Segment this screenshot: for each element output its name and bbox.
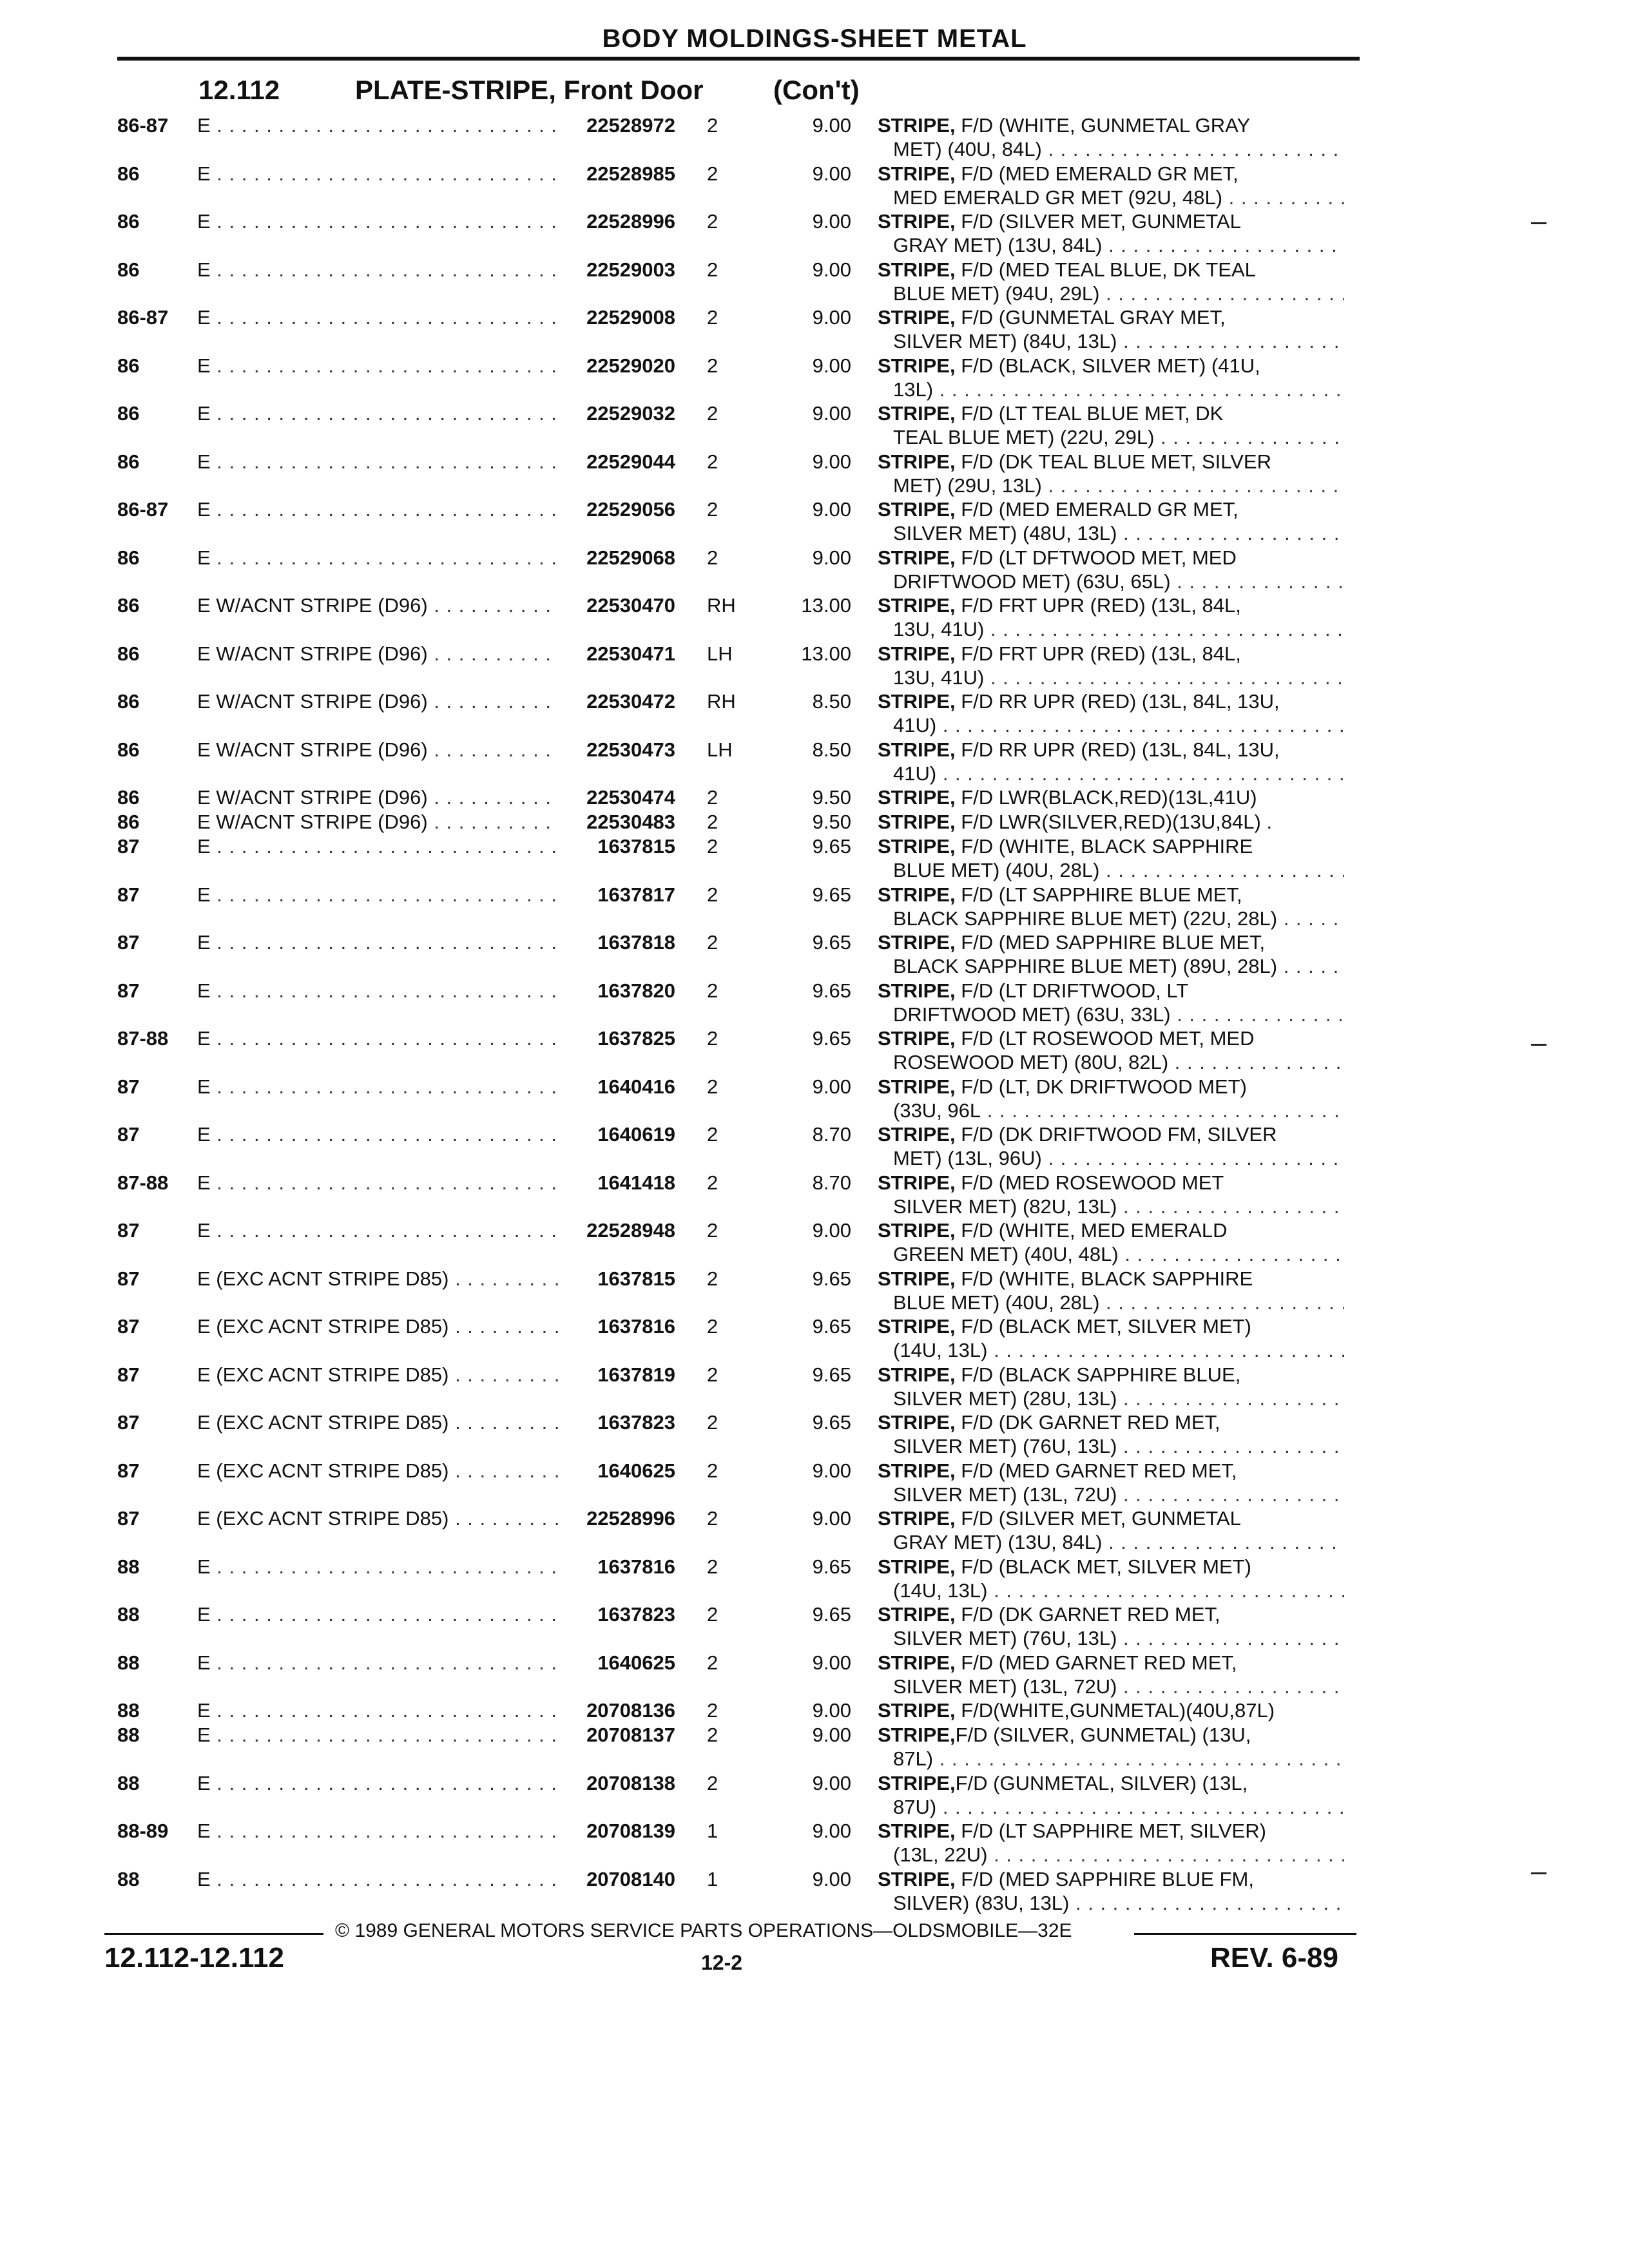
- note-line-2: BLACK SAPPHIRE BLUE MET) (22U, 28L) . . .: [893, 907, 1344, 930]
- note-line-1: STRIPE, F/D (BLACK MET, SILVER MET): [878, 1315, 1251, 1338]
- note-line-2: SILVER MET) (48U, 13L) . . .: [893, 521, 1344, 545]
- note-line-1: STRIPE, F/D (LT SAPPHIRE MET, SILVER): [878, 1820, 1266, 1842]
- note-line-1: STRIPE, F/D (MED SAPPHIRE BLUE FM,: [878, 1867, 1254, 1890]
- note-line-1: STRIPE,F/D (SILVER, GUNMETAL) (13U,: [878, 1724, 1251, 1746]
- footer-section-range: 12.112-12.112: [104, 1942, 284, 1974]
- model-year: 87: [117, 1123, 140, 1146]
- quantity: 2: [707, 402, 718, 425]
- description: E . . .: [197, 258, 558, 282]
- part-number: 1637823: [591, 1410, 675, 1434]
- note-line-2: SILVER MET) (82U, 13L) . . .: [893, 1195, 1344, 1218]
- part-number: 22529020: [580, 354, 675, 378]
- price: 9.65: [812, 1603, 851, 1626]
- model-year: 87: [117, 1075, 140, 1098]
- part-number: 22528948: [580, 1218, 675, 1242]
- description: E W/ACNT STRIPE (D96) . . .: [197, 810, 558, 834]
- description: E . . .: [197, 1602, 558, 1626]
- price: 9.00: [812, 258, 851, 281]
- note-line-1: STRIPE, F/D (WHITE, BLACK SAPPHIRE: [878, 835, 1253, 858]
- price: 8.70: [812, 1123, 851, 1146]
- footer-page-number: 12-2: [701, 1951, 743, 1974]
- description: E . . .: [197, 401, 558, 425]
- note-line-2: BLUE MET) (94U, 29L) . . .: [893, 282, 1344, 305]
- note-line-1: STRIPE, F/D (LT TEAL BLUE MET, DK: [878, 402, 1224, 425]
- quantity: 2: [707, 114, 718, 137]
- note-line-2: 41U) . . .: [893, 713, 1344, 737]
- quantity: 2: [707, 1027, 718, 1050]
- description: E . . .: [197, 305, 558, 329]
- description: E . . .: [197, 1867, 558, 1891]
- price: 13.00: [801, 642, 851, 665]
- model-year: 86: [117, 642, 140, 665]
- quantity: 2: [707, 811, 718, 833]
- part-number: 22530473: [580, 738, 675, 762]
- description: E . . .: [197, 113, 558, 137]
- quantity: 2: [707, 1699, 718, 1722]
- note-line-2: MED EMERALD GR MET (92U, 48L) . . .: [893, 186, 1344, 209]
- quantity: 2: [707, 258, 718, 281]
- quantity: 2: [707, 450, 718, 473]
- part-number: 22529008: [580, 305, 675, 329]
- part-number: 22529068: [580, 546, 675, 570]
- note-line-1: STRIPE,F/D (GUNMETAL, SILVER) (13L,: [878, 1771, 1248, 1794]
- description: E W/ACNT STRIPE (D96) . . .: [197, 738, 558, 762]
- model-year: 88: [117, 1771, 140, 1794]
- quantity: 2: [707, 354, 718, 377]
- part-number: 22529032: [580, 401, 675, 425]
- quantity: 2: [707, 1123, 718, 1146]
- section-title: PLATE-STRIPE, Front Door: [355, 75, 704, 105]
- part-number: 22530483: [580, 810, 675, 834]
- section-continued: (Con't): [773, 75, 860, 105]
- margin-mark: [1531, 1044, 1547, 1046]
- description: E . . .: [197, 1555, 558, 1579]
- model-year: 88: [117, 1699, 140, 1722]
- quantity: 1: [707, 1867, 718, 1890]
- model-year: 87: [117, 1363, 140, 1386]
- note-line-2: MET) (29U, 13L) . . .: [893, 474, 1344, 497]
- part-number: 20708136: [580, 1698, 675, 1722]
- model-year: 86: [117, 786, 140, 809]
- note-line-1: STRIPE, F/D (LT, DK DRIFTWOOD MET): [878, 1075, 1247, 1098]
- description: E . . .: [197, 930, 558, 954]
- part-number: 1640416: [591, 1075, 675, 1099]
- note-line-2: (14U, 13L) . . .: [893, 1579, 1344, 1602]
- part-number: 1640625: [591, 1459, 675, 1483]
- description: E . . .: [197, 1026, 558, 1050]
- footer-revision: REV. 6-89: [1210, 1942, 1338, 1974]
- description: E . . .: [197, 1819, 558, 1843]
- note-line-1: STRIPE, F/D (LT DFTWOOD MET, MED: [878, 546, 1237, 569]
- price: 9.00: [812, 162, 851, 185]
- note-line-1: STRIPE, F/D (BLACK MET, SILVER MET): [878, 1555, 1251, 1578]
- description: E W/ACNT STRIPE (D96) . . .: [197, 689, 558, 713]
- model-year: 88-89: [117, 1820, 169, 1842]
- note-line-2: SILVER MET) (13L, 72U) . . .: [893, 1675, 1344, 1698]
- description: E . . .: [197, 883, 558, 907]
- model-year: 87: [117, 1219, 140, 1242]
- quantity: 2: [707, 546, 718, 569]
- model-year: 86: [117, 594, 140, 617]
- page-title: BODY MOLDINGS-SHEET METAL: [602, 24, 1027, 53]
- note-line-2: (33U, 96L . . .: [893, 1099, 1344, 1122]
- note-line-2: SILVER MET) (76U, 13L) . . .: [893, 1434, 1344, 1458]
- model-year: 88: [117, 1867, 140, 1890]
- description: E W/ACNT STRIPE (D96) . . .: [197, 785, 558, 809]
- note-line-1: STRIPE, F/D (DK DRIFTWOOD FM, SILVER: [878, 1123, 1277, 1146]
- price: 9.65: [812, 979, 851, 1002]
- note-line-2: SILVER MET) (84U, 13L) . . .: [893, 329, 1344, 353]
- quantity: 2: [707, 210, 718, 233]
- price: 9.65: [812, 1267, 851, 1290]
- quantity: LH: [707, 738, 733, 761]
- margin-mark: [1531, 222, 1547, 224]
- note-line-1: STRIPE, F/D (BLACK, SILVER MET) (41U,: [878, 354, 1260, 377]
- price: 8.50: [812, 738, 851, 761]
- part-number: 1637816: [591, 1555, 675, 1579]
- model-year: 86: [117, 450, 140, 473]
- quantity: 2: [707, 1459, 718, 1482]
- note-line-1: STRIPE, F/D (LT DRIFTWOOD, LT: [878, 979, 1189, 1002]
- note-line-1: STRIPE, F/D (DK GARNET RED MET,: [878, 1411, 1220, 1434]
- description: E . . .: [197, 1651, 558, 1675]
- price: 9.00: [812, 1219, 851, 1242]
- note-line-1: STRIPE, F/D (WHITE, MED EMERALD: [878, 1219, 1228, 1242]
- part-number: 22529003: [580, 258, 675, 282]
- part-number: 22529056: [580, 497, 675, 521]
- model-year: 88: [117, 1555, 140, 1578]
- price: 9.65: [812, 1027, 851, 1050]
- note-line-1: STRIPE, F/D (SILVER MET, GUNMETAL: [878, 210, 1241, 233]
- model-year: 88: [117, 1603, 140, 1626]
- price: 9.00: [812, 1699, 851, 1722]
- note-line-1: STRIPE, F/D (WHITE, GUNMETAL GRAY: [878, 114, 1251, 137]
- price: 8.50: [812, 690, 851, 713]
- model-year: 86-87: [117, 498, 169, 521]
- quantity: 2: [707, 883, 718, 906]
- part-number: 1637825: [591, 1026, 675, 1050]
- part-number: 1637817: [591, 883, 675, 907]
- description: E . . .: [197, 546, 558, 570]
- model-year: 87: [117, 835, 140, 858]
- note-line-2: GRAY MET) (13U, 84L) . . .: [893, 1530, 1344, 1554]
- part-number: 20708138: [580, 1771, 675, 1795]
- quantity: RH: [707, 690, 736, 713]
- part-number: 22528996: [580, 1506, 675, 1530]
- note-line-1: STRIPE, F/D (MED TEAL BLUE, DK TEAL: [878, 258, 1256, 281]
- note-line-2: 13U, 41U) . . .: [893, 617, 1344, 641]
- price: 9.00: [812, 354, 851, 377]
- description: E . . .: [197, 1218, 558, 1242]
- model-year: 86: [117, 738, 140, 761]
- price: 9.00: [812, 498, 851, 521]
- price: 9.65: [812, 883, 851, 906]
- quantity: 2: [707, 1219, 718, 1242]
- model-year: 87: [117, 979, 140, 1002]
- part-number: 20708137: [580, 1723, 675, 1747]
- price: 13.00: [801, 594, 851, 617]
- note-line-2: MET) (40U, 84L) . . .: [893, 137, 1344, 161]
- part-number: 22530471: [580, 642, 675, 666]
- price: 9.00: [812, 306, 851, 329]
- price: 9.65: [812, 1363, 851, 1386]
- quantity: 2: [707, 1075, 718, 1098]
- section-heading: [0, 75, 1629, 111]
- note-line-2: BLUE MET) (40U, 28L) . . .: [893, 858, 1344, 882]
- price: 9.00: [812, 210, 851, 233]
- description: E . . .: [197, 450, 558, 474]
- quantity: 2: [707, 162, 718, 185]
- note-line-1: STRIPE, F/D (DK TEAL BLUE MET, SILVER: [878, 450, 1271, 473]
- description: E W/ACNT STRIPE (D96) . . .: [197, 642, 558, 666]
- part-number: 1640625: [591, 1651, 675, 1675]
- note-line-1: STRIPE, F/D LWR(SILVER,RED)(13U,84L) .: [878, 811, 1273, 833]
- quantity: 2: [707, 835, 718, 858]
- note-line-2: 87U) . . .: [893, 1795, 1344, 1819]
- model-year: 87: [117, 1411, 140, 1434]
- part-number: 1641418: [591, 1171, 675, 1195]
- model-year: 86-87: [117, 306, 169, 329]
- price: 9.00: [812, 546, 851, 569]
- note-line-2: SILVER MET) (28U, 13L) . . .: [893, 1387, 1344, 1410]
- model-year: 87-88: [117, 1027, 169, 1050]
- footer-copyright: © 1989 GENERAL MOTORS SERVICE PARTS OPERATIONS—OLDSMOBILE—32E: [335, 1920, 1072, 1941]
- description: E . . .: [197, 1122, 558, 1146]
- note-line-1: STRIPE, F/D (MED GARNET RED MET,: [878, 1651, 1237, 1674]
- price: 9.00: [812, 1771, 851, 1794]
- price: 9.00: [812, 402, 851, 425]
- price: 9.00: [812, 1820, 851, 1842]
- part-number: 20708139: [580, 1819, 675, 1843]
- model-year: 86: [117, 210, 140, 233]
- quantity: 2: [707, 1315, 718, 1338]
- quantity: 2: [707, 1267, 718, 1290]
- note-line-2: ROSEWOOD MET) (80U, 82L) . . .: [893, 1050, 1344, 1074]
- price: 9.00: [812, 1075, 851, 1098]
- note-line-1: STRIPE, F/D (DK GARNET RED MET,: [878, 1603, 1220, 1626]
- note-line-2: MET) (13L, 96U) . . .: [893, 1146, 1344, 1170]
- quantity: 2: [707, 786, 718, 809]
- note-line-1: STRIPE, F/D (MED GARNET RED MET,: [878, 1459, 1237, 1482]
- note-line-1: STRIPE, F/D LWR(BLACK,RED)(13L,41U): [878, 786, 1257, 809]
- quantity: 2: [707, 498, 718, 521]
- quantity: 2: [707, 1363, 718, 1386]
- description: E (EXC ACNT STRIPE D85) . . .: [197, 1363, 558, 1387]
- description: E (EXC ACNT STRIPE D85) . . .: [197, 1410, 558, 1434]
- margin-mark: [1531, 1872, 1547, 1874]
- part-number: 1637823: [591, 1602, 675, 1626]
- description: E . . .: [197, 354, 558, 378]
- price: 9.65: [812, 931, 851, 954]
- price: 9.00: [812, 1651, 851, 1674]
- quantity: 2: [707, 1771, 718, 1794]
- description: E . . .: [197, 1171, 558, 1195]
- quantity: 2: [707, 1411, 718, 1434]
- note-line-1: STRIPE, F/D(WHITE,GUNMETAL)(40U,87L): [878, 1699, 1275, 1722]
- note-line-1: STRIPE, F/D (LT SAPPHIRE BLUE MET,: [878, 883, 1242, 906]
- note-line-1: STRIPE, F/D (WHITE, BLACK SAPPHIRE: [878, 1267, 1253, 1290]
- description: E . . .: [197, 162, 558, 186]
- quantity: 2: [707, 1507, 718, 1530]
- model-year: 86: [117, 258, 140, 281]
- part-number: 1637815: [591, 1267, 675, 1291]
- note-line-2: BLUE MET) (40U, 28L) . . .: [893, 1291, 1344, 1314]
- model-year: 86: [117, 402, 140, 425]
- description: E W/ACNT STRIPE (D96) . . .: [197, 593, 558, 617]
- price: 9.50: [812, 811, 851, 833]
- section-number: 12.112: [198, 75, 280, 105]
- note-line-1: STRIPE, F/D (MED EMERALD GR MET,: [878, 498, 1239, 521]
- note-line-2: (13L, 22U) . . .: [893, 1843, 1344, 1867]
- quantity: 2: [707, 1724, 718, 1746]
- part-number: 1637818: [591, 930, 675, 954]
- quantity: 2: [707, 1171, 718, 1194]
- quantity: 2: [707, 1651, 718, 1674]
- price: 9.00: [812, 1507, 851, 1530]
- quantity: LH: [707, 642, 733, 665]
- description: E . . .: [197, 1723, 558, 1747]
- note-line-2: GRAY MET) (13U, 84L) . . .: [893, 233, 1344, 257]
- note-line-2: BLACK SAPPHIRE BLUE MET) (89U, 28L) . . .: [893, 954, 1344, 978]
- note-line-1: STRIPE, F/D (MED SAPPHIRE BLUE MET,: [878, 931, 1266, 954]
- description: E (EXC ACNT STRIPE D85) . . .: [197, 1506, 558, 1530]
- price: 9.65: [812, 1411, 851, 1434]
- model-year: 87: [117, 931, 140, 954]
- part-number: 1637816: [591, 1314, 675, 1338]
- note-line-2: SILVER MET) (76U, 13L) . . .: [893, 1626, 1344, 1650]
- description: E . . .: [197, 497, 558, 521]
- header-rule: [117, 57, 1360, 61]
- note-line-2: SILVER) (83U, 13L) . . .: [893, 1891, 1344, 1915]
- note-line-1: STRIPE, F/D FRT UPR (RED) (13L, 84L,: [878, 642, 1241, 665]
- part-number: 22528985: [580, 162, 675, 186]
- note-line-2: TEAL BLUE MET) (22U, 29L) . . .: [893, 425, 1344, 449]
- quantity: 2: [707, 931, 718, 954]
- part-number: 22529044: [580, 450, 675, 474]
- price: 9.00: [812, 1867, 851, 1890]
- part-number: 1640619: [591, 1122, 675, 1146]
- model-year: 86-87: [117, 114, 169, 137]
- note-line-1: STRIPE, F/D (MED ROSEWOOD MET: [878, 1171, 1224, 1194]
- part-number: 22530472: [580, 689, 675, 713]
- description: E . . .: [197, 209, 558, 233]
- quantity: 2: [707, 306, 718, 329]
- note-line-1: STRIPE, F/D (GUNMETAL GRAY MET,: [878, 306, 1226, 329]
- model-year: 86: [117, 354, 140, 377]
- model-year: 88: [117, 1651, 140, 1674]
- note-line-2: (14U, 13L) . . .: [893, 1338, 1344, 1362]
- note-line-2: DRIFTWOOD MET) (63U, 33L) . . .: [893, 1003, 1344, 1026]
- note-line-2: 13L) . . .: [893, 378, 1344, 401]
- price: 9.65: [812, 835, 851, 858]
- model-year: 86: [117, 546, 140, 569]
- model-year: 88: [117, 1724, 140, 1746]
- description: E . . .: [197, 834, 558, 858]
- footer-rule-right: [1134, 1933, 1356, 1935]
- note-line-2: GREEN MET) (40U, 48L) . . .: [893, 1242, 1344, 1266]
- price: 9.50: [812, 786, 851, 809]
- note-line-2: 87L) . . .: [893, 1747, 1344, 1771]
- quantity: RH: [707, 594, 736, 617]
- note-line-1: STRIPE, F/D RR UPR (RED) (13L, 84L, 13U,: [878, 738, 1280, 761]
- quantity: 2: [707, 979, 718, 1002]
- description: E (EXC ACNT STRIPE D85) . . .: [197, 1267, 558, 1291]
- quantity: 1: [707, 1820, 718, 1842]
- quantity: 2: [707, 1603, 718, 1626]
- note-line-2: DRIFTWOOD MET) (63U, 65L) . . .: [893, 570, 1344, 593]
- note-line-1: STRIPE, F/D RR UPR (RED) (13L, 84L, 13U,: [878, 690, 1280, 713]
- note-line-1: STRIPE, F/D (BLACK SAPPHIRE BLUE,: [878, 1363, 1241, 1386]
- price: 8.70: [812, 1171, 851, 1194]
- model-year: 87: [117, 1507, 140, 1530]
- part-number: 1637819: [591, 1363, 675, 1387]
- part-number: 1637820: [591, 979, 675, 1003]
- note-line-1: STRIPE, F/D (SILVER MET, GUNMETAL: [878, 1507, 1241, 1530]
- model-year: 87-88: [117, 1171, 169, 1194]
- model-year: 87: [117, 1315, 140, 1338]
- note-line-2: 13U, 41U) . . .: [893, 666, 1344, 689]
- model-year: 86: [117, 690, 140, 713]
- description: E (EXC ACNT STRIPE D85) . . .: [197, 1459, 558, 1483]
- model-year: 87: [117, 1267, 140, 1290]
- part-number: 1637815: [591, 834, 675, 858]
- model-year: 87: [117, 883, 140, 906]
- part-number: 22528972: [580, 113, 675, 137]
- description: E . . .: [197, 1075, 558, 1099]
- note-line-1: STRIPE, F/D FRT UPR (RED) (13L, 84L,: [878, 594, 1241, 617]
- description: E . . .: [197, 1698, 558, 1722]
- note-line-1: STRIPE, F/D (LT ROSEWOOD MET, MED: [878, 1027, 1255, 1050]
- price: 9.65: [812, 1315, 851, 1338]
- description: E . . .: [197, 1771, 558, 1795]
- model-year: 86: [117, 811, 140, 833]
- price: 9.65: [812, 1555, 851, 1578]
- part-number: 22530470: [580, 593, 675, 617]
- note-line-2: SILVER MET) (13L, 72U) . . .: [893, 1483, 1344, 1506]
- part-number: 22528996: [580, 209, 675, 233]
- note-line-1: STRIPE, F/D (MED EMERALD GR MET,: [878, 162, 1239, 185]
- part-number: 20708140: [580, 1867, 675, 1891]
- note-line-2: 41U) . . .: [893, 762, 1344, 785]
- price: 9.00: [812, 450, 851, 473]
- price: 9.00: [812, 1459, 851, 1482]
- description: E . . .: [197, 979, 558, 1003]
- quantity: 2: [707, 1555, 718, 1578]
- part-number: 22530474: [580, 785, 675, 809]
- price: 9.00: [812, 1724, 851, 1746]
- footer-rule-left: [104, 1933, 323, 1935]
- price: 9.00: [812, 114, 851, 137]
- model-year: 87: [117, 1459, 140, 1482]
- model-year: 86: [117, 162, 140, 185]
- description: E (EXC ACNT STRIPE D85) . . .: [197, 1314, 558, 1338]
